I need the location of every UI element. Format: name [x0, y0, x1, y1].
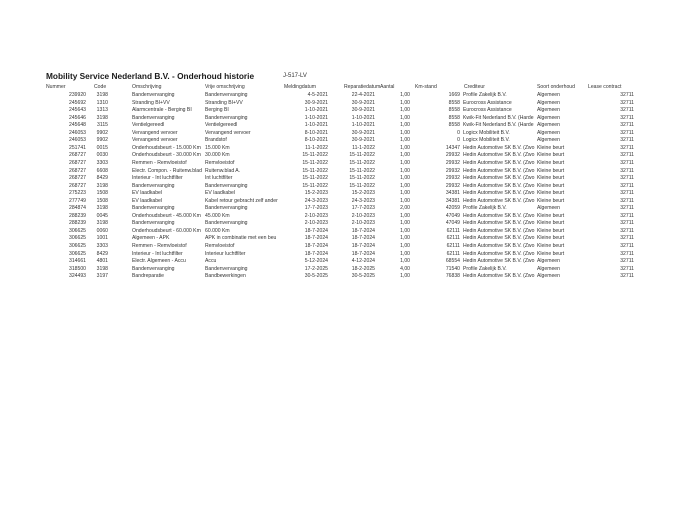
- cell-vrije-omschrijving: Interieur luchtfilter: [205, 250, 246, 257]
- cell-crediteur: Hedin Automotive SK B.V. (Zwo: [463, 227, 535, 234]
- cell-aantal: 1,00: [400, 137, 410, 144]
- cell-omschrijving: Remmen - Remvloeistof: [132, 159, 187, 166]
- cell-omschrijving: Vervangend vervoer: [132, 137, 178, 144]
- cell-nummer: 246053: [69, 129, 86, 136]
- cell-crediteur-code: 68554: [445, 258, 460, 265]
- cell-code: 1508: [96, 197, 108, 204]
- cell-lease-contract: 32711: [620, 92, 634, 98]
- cell-lease-contract: 32711: [620, 258, 634, 265]
- cell-meldingdatum: 15-11-2022: [302, 152, 328, 159]
- cell-nummer: 245692: [69, 99, 86, 106]
- cell-omschrijving: Electr. Compon. - Ruitenw.blad: [132, 167, 202, 174]
- cell-vrije-omschrijving: Bandenvervanging: [205, 205, 248, 212]
- cell-meldingdatum: 15-11-2022: [302, 175, 328, 182]
- cell-aantal: 1,00: [400, 144, 410, 151]
- cell-soort-onderhoud: Kleine beurt: [537, 175, 565, 182]
- cell-meldingdatum: 8-10-2021: [304, 137, 328, 144]
- cell-crediteur: Hedin Automotive SK B.V. (Zwo: [463, 212, 535, 219]
- cell-lease-contract: 32711: [620, 220, 634, 227]
- cell-omschrijving: Onderhoudsbeurt - 15.000 Km: [132, 144, 201, 151]
- cell-code: 3198: [96, 265, 108, 272]
- cell-meldingdatum: 18-7-2024: [304, 243, 328, 249]
- cell-nummer: 268727: [69, 175, 86, 182]
- cell-reparatiedatum: 15-11-2022: [349, 159, 375, 166]
- cell-code: 4801: [96, 258, 108, 265]
- cell-crediteur-code: 14347: [445, 144, 460, 151]
- cell-meldingdatum: 30-9-2021: [304, 99, 328, 106]
- cell-aantal: 1,00: [400, 129, 410, 136]
- cell-crediteur-code: 34381: [445, 197, 460, 204]
- cell-crediteur: Hedin Automotive SK B.V. (Zwo: [463, 159, 535, 166]
- cell-vrije-omschrijving: Brandstof: [205, 137, 227, 144]
- cell-nummer: 288239: [69, 220, 86, 227]
- cell-meldingdatum: 15-11-2022: [302, 182, 328, 189]
- cell-nummer: 306625: [69, 235, 86, 242]
- cell-crediteur-code: 42059: [445, 205, 460, 212]
- license-plate: J-517-LV: [283, 73, 307, 79]
- cell-crediteur: Hedin Automotive SK B.V. (Zwo: [463, 167, 535, 174]
- cell-crediteur: Profile Zakelijk B.V.: [463, 92, 507, 98]
- cell-lease-contract: 32711: [620, 235, 634, 242]
- cell-reparatiedatum: 30-9-2021: [351, 107, 375, 114]
- cell-soort-onderhoud: Algemeen: [537, 258, 560, 265]
- cell-meldingdatum: 5-12-2024: [304, 258, 328, 265]
- cell-crediteur-code: 62111: [446, 227, 460, 234]
- cell-aantal: 1,00: [400, 167, 410, 174]
- cell-aantal: 1,00: [400, 220, 410, 227]
- cell-reparatiedatum: 2-10-2023: [351, 220, 375, 227]
- cell-vrije-omschrijving: Int luchtfilter: [205, 175, 233, 182]
- header-lease-contract: Lease contract: [588, 84, 622, 90]
- cell-omschrijving: Vervangend vervoer: [132, 129, 178, 136]
- cell-lease-contract: 32711: [620, 114, 634, 121]
- cell-soort-onderhoud: Kleine beurt: [537, 167, 565, 174]
- cell-soort-onderhoud: Algemeen: [537, 129, 560, 136]
- cell-crediteur-code: 29932: [445, 182, 460, 189]
- cell-vrije-omschrijving: 30.000 Km: [205, 152, 230, 159]
- cell-soort-onderhoud: Algemeen: [537, 137, 560, 144]
- cell-omschrijving: Bandenvervanging: [132, 265, 175, 272]
- cell-soort-onderhoud: Algemeen: [537, 273, 560, 280]
- cell-reparatiedatum: 15-11-2022: [349, 182, 375, 189]
- cell-crediteur: Eurocross Assistance: [463, 107, 512, 114]
- cell-aantal: 1,00: [400, 235, 410, 242]
- cell-aantal: 1,00: [400, 258, 410, 265]
- header-omschrijving: Omschrijving: [132, 84, 162, 90]
- cell-crediteur-code: 8558: [448, 107, 460, 114]
- cell-omschrijving: Interieur - Int luchtfilter: [132, 175, 183, 182]
- cell-vrije-omschrijving: 15.000 Km: [205, 144, 230, 151]
- cell-code: 9902: [96, 129, 108, 136]
- header-soort-onderhoud: Soort onderhoud: [537, 84, 575, 90]
- cell-crediteur: Hedin Automotive SK B.V. (Zwo: [463, 243, 535, 249]
- cell-lease-contract: 32711: [620, 212, 634, 219]
- cell-crediteur-code: 0: [457, 129, 460, 136]
- cell-crediteur: Hedin Automotive SK B.V. (Zwo: [463, 152, 535, 159]
- cell-lease-contract: 32711: [620, 197, 634, 204]
- cell-omschrijving: Bandenvervanging: [132, 114, 175, 121]
- cell-crediteur: Logicx Mobiliteit B.V.: [463, 129, 510, 136]
- cell-crediteur-code: 62111: [446, 250, 460, 257]
- cell-soort-onderhoud: Algemeen: [537, 107, 560, 114]
- cell-omschrijving: Alarmcentrale - Berging BI: [132, 107, 192, 114]
- cell-lease-contract: 32711: [620, 159, 634, 166]
- cell-lease-contract: 32711: [620, 205, 634, 212]
- cell-crediteur-code: 71540: [445, 265, 460, 272]
- cell-lease-contract: 32711: [620, 99, 634, 106]
- cell-code: 0060: [96, 227, 108, 234]
- cell-aantal: 2,00: [400, 205, 410, 212]
- cell-aantal: 4,00: [400, 265, 410, 272]
- cell-vrije-omschrijving: Bandbewerkingen: [205, 273, 246, 280]
- cell-crediteur-code: 34381: [445, 190, 460, 197]
- cell-reparatiedatum: 11-1-2022: [352, 144, 375, 151]
- cell-aantal: 1,00: [400, 159, 410, 166]
- cell-soort-onderhoud: Kleine beurt: [537, 144, 565, 151]
- cell-lease-contract: 32711: [620, 122, 634, 129]
- cell-crediteur: Hedin Automotive SK B.V. (Zwo: [463, 235, 535, 242]
- cell-aantal: 1,00: [400, 182, 410, 189]
- cell-meldingdatum: 30-5-2025: [304, 273, 328, 280]
- cell-omschrijving: Onderhoudsbeurt - 45.000 Km: [132, 212, 201, 219]
- cell-crediteur: Kwik-Fit Nederland B.V. (Harde: [463, 122, 534, 129]
- cell-vrije-omschrijving: Bandenvervanging: [205, 265, 248, 272]
- cell-code: 0030: [96, 152, 108, 159]
- cell-nummer: 245643: [69, 107, 86, 114]
- cell-meldingdatum: 4-5-2021: [307, 92, 328, 98]
- cell-soort-onderhoud: Kleine beurt: [537, 182, 565, 189]
- cell-lease-contract: 32711: [620, 190, 634, 197]
- cell-aantal: 1,00: [400, 92, 410, 98]
- cell-aantal: 1,00: [400, 114, 410, 121]
- header-vrije-omschrijving: Vrije omschrijving: [205, 84, 245, 90]
- header-kmstand: Km-stand: [415, 84, 437, 90]
- cell-reparatiedatum: 30-9-2021: [351, 99, 375, 106]
- cell-crediteur-code: 62111: [446, 235, 460, 242]
- cell-lease-contract: 32711: [620, 250, 634, 257]
- cell-nummer: 245646: [69, 114, 86, 121]
- cell-vrije-omschrijving: Vervangend vervoer: [205, 129, 251, 136]
- cell-omschrijving: Onderhoudsbeurt - 30.000 Km: [132, 152, 201, 159]
- cell-nummer: 324493: [69, 273, 86, 280]
- cell-vrije-omschrijving: Ruitenw.blad A.: [205, 167, 241, 174]
- cell-omschrijving: Bandenvervanging: [132, 182, 175, 189]
- cell-soort-onderhoud: Algemeen: [537, 92, 560, 98]
- cell-meldingdatum: 18-7-2024: [304, 250, 328, 257]
- cell-omschrijving: EV laadkabel: [132, 190, 163, 197]
- cell-crediteur-code: 0: [457, 137, 460, 144]
- cell-aantal: 1,00: [400, 107, 410, 114]
- cell-omschrijving: Bandenvervanging: [132, 92, 175, 98]
- cell-reparatiedatum: 1-10-2021: [351, 122, 375, 129]
- cell-vrije-omschrijving: Remvloeistof: [205, 243, 235, 249]
- header-crediteur: Crediteur: [464, 84, 485, 90]
- cell-meldingdatum: 2-10-2023: [304, 220, 328, 227]
- cell-reparatiedatum: 15-2-2023: [351, 190, 375, 197]
- cell-crediteur: Hedin Automotive SK B.V. (Zwo: [463, 273, 535, 280]
- cell-meldingdatum: 18-7-2024: [304, 227, 328, 234]
- cell-code: 3197: [96, 273, 108, 280]
- cell-reparatiedatum: 18-7-2024: [351, 227, 375, 234]
- cell-crediteur-code: 29932: [445, 167, 460, 174]
- cell-soort-onderhoud: Kleine beurt: [537, 243, 565, 249]
- cell-reparatiedatum: 2-10-2023: [351, 212, 375, 219]
- cell-lease-contract: 32711: [620, 175, 634, 182]
- cell-crediteur: Kwik-Fit Nederland B.V. (Harde: [463, 114, 534, 121]
- cell-crediteur: Hedin Automotive SK B.V. (Zwo: [463, 220, 535, 227]
- cell-meldingdatum: 1-10-2021: [304, 122, 328, 129]
- cell-omschrijving: EV laadkabel: [132, 197, 163, 204]
- cell-code: 1001: [96, 235, 108, 242]
- cell-vrije-omschrijving: Ventielgereedl: [205, 122, 238, 129]
- cell-aantal: 1,00: [400, 197, 410, 204]
- cell-reparatiedatum: 18-7-2024: [351, 235, 375, 242]
- cell-nummer: 245648: [69, 122, 86, 129]
- cell-code: 3115: [97, 122, 108, 129]
- cell-meldingdatum: 15-11-2022: [302, 159, 328, 166]
- cell-aantal: 1,00: [400, 99, 410, 106]
- cell-vrije-omschrijving: Bandenvervanging: [205, 114, 248, 121]
- cell-reparatiedatum: 30-9-2021: [351, 129, 375, 136]
- cell-nummer: 246053: [69, 137, 86, 144]
- cell-soort-onderhoud: Kleine beurt: [537, 190, 565, 197]
- cell-crediteur: Logicx Mobiliteit B.V.: [463, 137, 510, 144]
- cell-crediteur-code: 8558: [448, 114, 460, 121]
- cell-meldingdatum: 11-1-2022: [305, 144, 328, 151]
- cell-vrije-omschrijving: Berging BI: [205, 107, 229, 114]
- cell-aantal: 1,00: [400, 175, 410, 182]
- cell-reparatiedatum: 15-11-2022: [349, 167, 375, 174]
- cell-nummer: 268727: [69, 167, 86, 174]
- cell-crediteur-code: 1669: [448, 92, 460, 98]
- cell-meldingdatum: 2-10-2023: [304, 212, 328, 219]
- cell-nummer: 277749: [69, 197, 86, 204]
- cell-code: 3198: [96, 114, 108, 121]
- cell-vrije-omschrijving: Bandenvervanging: [205, 92, 248, 98]
- cell-meldingdatum: 17-7-2023: [304, 205, 328, 212]
- cell-crediteur-code: 62111: [446, 243, 460, 249]
- cell-vrije-omschrijving: APK in combinatie met een beu: [205, 235, 277, 242]
- cell-nummer: 306625: [69, 250, 86, 257]
- cell-soort-onderhoud: Kleine beurt: [537, 212, 565, 219]
- cell-soort-onderhoud: Kleine beurt: [537, 227, 565, 234]
- cell-code: 8429: [96, 175, 108, 182]
- document-title: Mobility Service Nederland B.V. - Onderhoud historie: [46, 71, 255, 81]
- cell-omschrijving: Electr. Algemeen - Accu: [132, 258, 186, 265]
- cell-lease-contract: 32711: [620, 265, 634, 272]
- cell-crediteur-code: 47049: [445, 220, 460, 227]
- cell-soort-onderhoud: Algemeen: [537, 265, 560, 272]
- cell-nummer: 251741: [69, 144, 86, 151]
- table-row: [0, 272, 685, 280]
- cell-crediteur-code: 29932: [445, 175, 460, 182]
- header-reparatiedatum: Reparatiedatum: [344, 84, 381, 90]
- cell-reparatiedatum: 1-10-2021: [351, 114, 375, 121]
- cell-vrije-omschrijving: 45.000 Km: [205, 212, 230, 219]
- cell-crediteur-code: 8558: [448, 99, 460, 106]
- cell-reparatiedatum: 18-7-2024: [351, 250, 375, 257]
- cell-reparatiedatum: 30-9-2021: [351, 137, 375, 144]
- cell-reparatiedatum: 30-5-2025: [351, 273, 375, 280]
- cell-nummer: 268727: [69, 152, 86, 159]
- cell-vrije-omschrijving: 60.000 Km: [205, 227, 230, 234]
- cell-code: 1310: [96, 99, 108, 106]
- cell-crediteur: Hedin Automotive SK B.V. (Zwo: [463, 258, 535, 265]
- cell-code: 0045: [96, 212, 108, 219]
- cell-lease-contract: 32711: [620, 137, 634, 144]
- cell-meldingdatum: 1-10-2021: [304, 114, 328, 121]
- header-meldingdatum: Meldingdatum: [284, 84, 316, 90]
- cell-code: 3198: [96, 92, 108, 98]
- cell-crediteur: Hedin Automotive SK B.V. (Zwo: [463, 250, 535, 257]
- cell-crediteur: Hedin Automotive SK B.V. (Zwo: [463, 190, 535, 197]
- cell-meldingdatum: 24-3-2023: [304, 197, 328, 204]
- cell-reparatiedatum: 18-7-2024: [351, 243, 375, 249]
- cell-vrije-omschrijving: Bandenvervanging: [205, 220, 248, 227]
- cell-soort-onderhoud: Algemeen: [537, 205, 560, 212]
- cell-meldingdatum: 15-2-2023: [304, 190, 328, 197]
- header-code: Code: [94, 84, 107, 90]
- cell-nummer: 268727: [69, 159, 86, 166]
- cell-soort-onderhoud: Algemeen: [537, 99, 560, 106]
- cell-soort-onderhoud: Algemeen: [537, 114, 560, 121]
- cell-omschrijving: Onderhoudsbeurt - 60.000 Km: [132, 227, 201, 234]
- cell-soort-onderhoud: Kleine beurt: [537, 152, 565, 159]
- cell-soort-onderhoud: Kleine beurt: [537, 250, 565, 257]
- cell-meldingdatum: 17-2-2025: [304, 265, 328, 272]
- cell-meldingdatum: 15-11-2022: [302, 167, 328, 174]
- cell-soort-onderhoud: Kleine beurt: [537, 220, 565, 227]
- cell-crediteur: Profile Zakelijk B.V.: [463, 265, 507, 272]
- cell-omschrijving: Bandreparatie: [132, 273, 165, 280]
- cell-lease-contract: 32711: [620, 107, 634, 114]
- cell-vrije-omschrijving: Stranding BI+VV: [205, 99, 243, 106]
- cell-crediteur-code: 8558: [448, 122, 460, 129]
- cell-omschrijving: Ventielgereedl: [132, 122, 165, 129]
- cell-soort-onderhoud: Kleine beurt: [537, 197, 565, 204]
- cell-aantal: 1,00: [400, 190, 410, 197]
- cell-code: 6608: [96, 167, 108, 174]
- cell-lease-contract: 32711: [620, 243, 634, 249]
- cell-reparatiedatum: 4-12-2024: [351, 258, 375, 265]
- cell-omschrijving: Interieur - Int luchtfilter: [132, 250, 183, 257]
- cell-code: 0015: [96, 144, 108, 151]
- cell-reparatiedatum: 15-11-2022: [349, 152, 375, 159]
- cell-code: 1508: [96, 190, 108, 197]
- cell-crediteur: Hedin Automotive SK B.V. (Zwo: [463, 182, 535, 189]
- cell-crediteur: Eurocross Assistance: [463, 99, 512, 106]
- cell-lease-contract: 32711: [620, 273, 634, 280]
- cell-vrije-omschrijving: EV laadkabel: [205, 190, 236, 197]
- cell-vrije-omschrijving: Accu: [205, 258, 217, 265]
- cell-omschrijving: Stranding BI+VV: [132, 99, 170, 106]
- cell-meldingdatum: 1-10-2021: [304, 107, 328, 114]
- cell-code: 1313: [96, 107, 108, 114]
- cell-soort-onderhoud: Algemeen: [537, 122, 560, 129]
- cell-aantal: 1,00: [400, 152, 410, 159]
- cell-nummer: 306625: [69, 243, 86, 249]
- cell-nummer: 288239: [69, 212, 86, 219]
- cell-aantal: 1,00: [400, 212, 410, 219]
- cell-code: 3303: [96, 159, 108, 166]
- cell-aantal: 1,00: [400, 273, 410, 280]
- cell-soort-onderhoud: Kleine beurt: [537, 235, 565, 242]
- cell-lease-contract: 32711: [620, 167, 634, 174]
- cell-nummer: 318500: [69, 265, 86, 272]
- cell-code: 8429: [96, 250, 108, 257]
- cell-crediteur: Profile Zakelijk B.V.: [463, 205, 507, 212]
- cell-omschrijving: Algemeen - APK: [132, 235, 170, 242]
- cell-omschrijving: Bandenvervanging: [132, 220, 175, 227]
- cell-reparatiedatum: 22-4-2021: [351, 92, 375, 98]
- cell-crediteur: Hedin Automotive SK B.V. (Zwo: [463, 144, 535, 151]
- cell-aantal: 1,00: [400, 243, 410, 249]
- cell-lease-contract: 32711: [620, 182, 634, 189]
- cell-code: 3198: [96, 205, 108, 212]
- cell-lease-contract: 32711: [620, 227, 634, 234]
- cell-omschrijving: Remmen - Remvloeistof: [132, 243, 187, 249]
- cell-vrije-omschrijving: Remvloeistof: [205, 159, 235, 166]
- cell-crediteur-code: 29932: [445, 159, 460, 166]
- cell-vrije-omschrijving: Bandenvervanging: [205, 182, 248, 189]
- cell-nummer: 275223: [69, 190, 86, 197]
- cell-code: 3303: [96, 243, 108, 249]
- cell-code: 9902: [96, 137, 108, 144]
- cell-soort-onderhoud: Kleine beurt: [537, 159, 565, 166]
- cell-code: 3198: [96, 182, 108, 189]
- cell-crediteur-code: 76838: [445, 273, 460, 280]
- cell-nummer: 239920: [69, 92, 86, 98]
- header-nummer: Nummer: [46, 84, 66, 90]
- cell-meldingdatum: 8-10-2021: [304, 129, 328, 136]
- cell-reparatiedatum: 17-7-2023: [351, 205, 375, 212]
- cell-reparatiedatum: 18-2-2025: [351, 265, 375, 272]
- cell-crediteur: Hedin Automotive SK B.V. (Zwo: [463, 175, 535, 182]
- cell-lease-contract: 32711: [620, 129, 634, 136]
- cell-lease-contract: 32711: [620, 152, 634, 159]
- cell-aantal: 1,00: [400, 122, 410, 129]
- cell-aantal: 1,00: [400, 250, 410, 257]
- cell-nummer: 284874: [69, 205, 86, 212]
- cell-lease-contract: 32711: [620, 144, 634, 151]
- cell-crediteur: Hedin Automotive SK B.V. (Zwo: [463, 197, 535, 204]
- cell-reparatiedatum: 24-3-2023: [351, 197, 375, 204]
- header-aantal: Aantal: [380, 84, 395, 90]
- cell-code: 3198: [96, 220, 108, 227]
- cell-nummer: 314661: [69, 258, 86, 265]
- cell-reparatiedatum: 15-11-2022: [349, 175, 375, 182]
- cell-nummer: 306625: [69, 227, 86, 234]
- cell-crediteur-code: 29932: [445, 152, 460, 159]
- cell-crediteur-code: 47049: [445, 212, 460, 219]
- cell-aantal: 1,00: [400, 227, 410, 234]
- cell-omschrijving: Bandenvervanging: [132, 205, 175, 212]
- cell-nummer: 268727: [69, 182, 86, 189]
- cell-vrije-omschrijving: Kabel retour gebracht zelf ander: [205, 197, 278, 204]
- cell-meldingdatum: 18-7-2024: [304, 235, 328, 242]
